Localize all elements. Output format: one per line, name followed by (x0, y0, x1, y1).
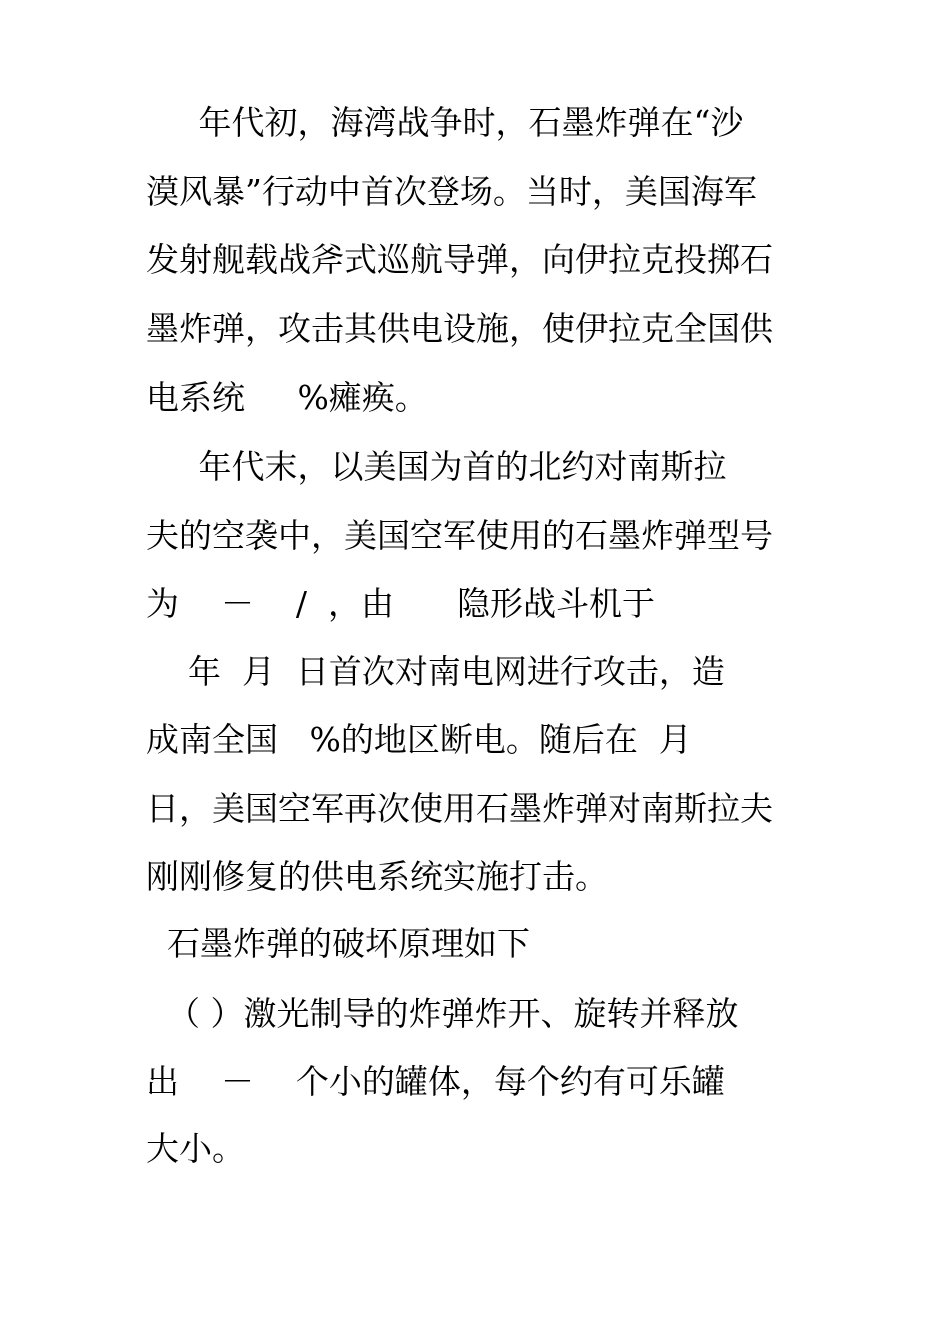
text-line: 墨炸弹，攻击其供电设施，使伊拉克全国供 (146, 309, 773, 348)
text-line: 大小。 (146, 1129, 245, 1168)
text-line: 发射舰载战斧式巡航导弹，向伊拉克投掷石 (146, 240, 773, 279)
text-line: 刚刚修复的供电系统实施打击。 (146, 857, 608, 896)
text-line: 夫的空袭中，美国空军使用的石墨炸弹型号 (146, 516, 773, 555)
text-line: 出 － 个小的罐体，每个约有可乐罐 (146, 1062, 725, 1101)
text-line: 年代末，以美国为首的北约对南斯拉 (146, 447, 727, 486)
text-line: 日，美国空军再次使用石墨炸弹对南斯拉夫 (146, 789, 773, 828)
text-line: 成南全国 %的地区断电。随后在 月 (146, 720, 692, 759)
section-heading: 石墨炸弹的破坏原理如下 (146, 924, 530, 963)
text-line: 漠风暴”行动中首次登场。当时，美国海军 (146, 172, 757, 211)
text-line: 电系统 %瘫痪。 (146, 378, 428, 417)
text-line: （ ）激光制导的炸弹炸开、旋转并释放 (146, 994, 739, 1033)
text-line: 年代初，海湾战争时，石墨炸弹在“沙 (146, 103, 744, 142)
text-line: 年 月 日首次对南电网进行攻击，造 (146, 652, 725, 691)
text-line: 为 － / ，由 隐形战斗机于 (146, 584, 655, 623)
